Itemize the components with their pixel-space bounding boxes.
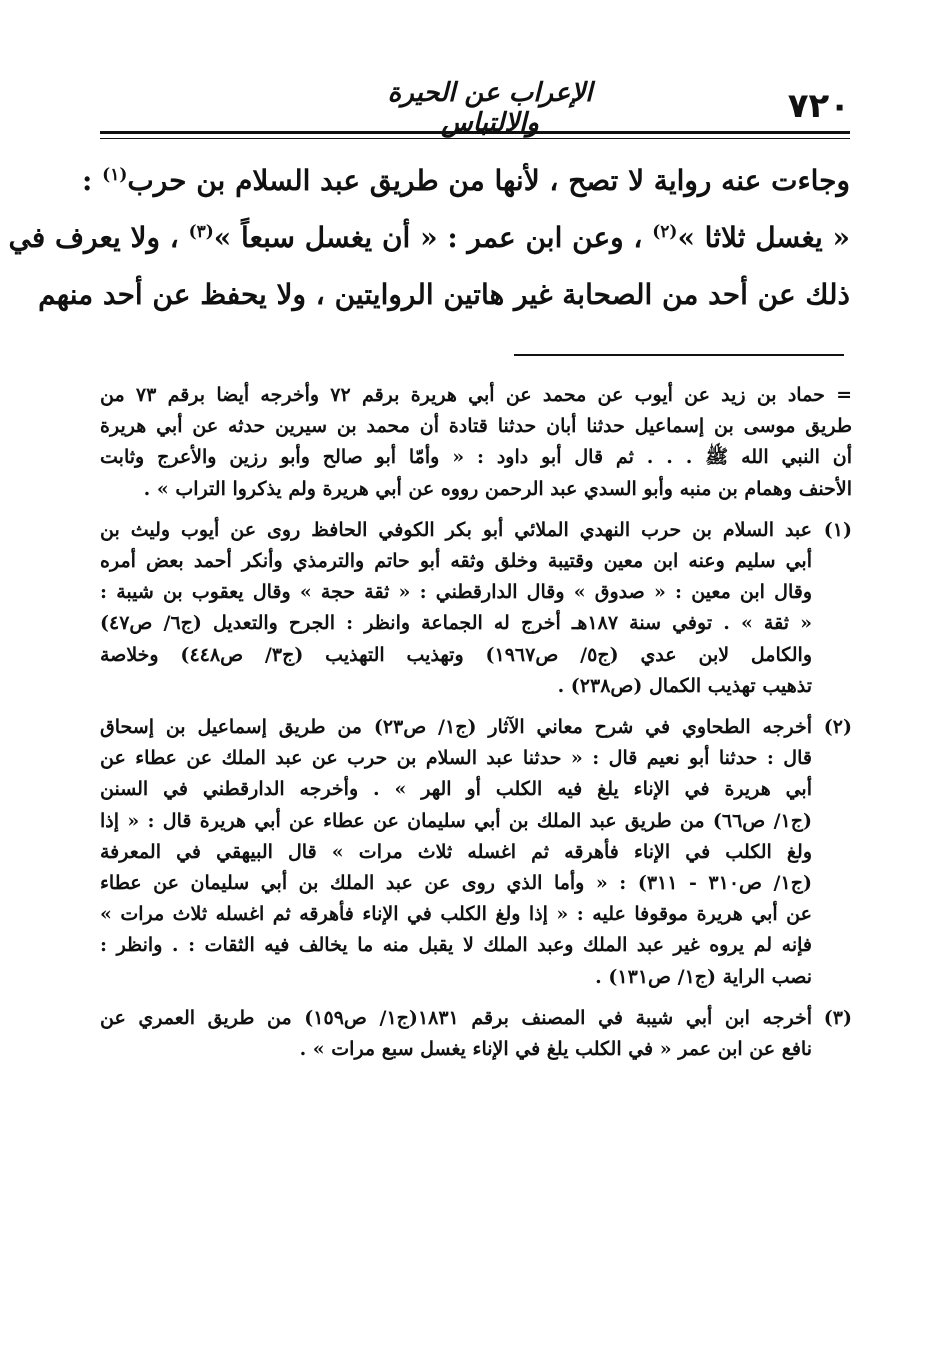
footnote-line: « ثقة » . توفي سنة ١٨٧هـ أخرج له الجماعة وانظر : الجرح والتعديل (ج٦/ ص٤٧) [100, 612, 812, 635]
header-rule [100, 131, 850, 134]
footnote-line: نافع عن ابن عمر « في الكلب يلغ في الإناء يغسل سبع مرات » . [299, 1038, 812, 1061]
body-line [82, 152, 850, 209]
footnote-line: وقال ابن معين : « صدوق » وقال الدارقطني : « ثقة حجة » وقال يعقوب بن شيبة : [100, 581, 812, 604]
footnote-line: تذهيب تهذيب الكمال (ص٢٣٨) . [557, 674, 812, 697]
footnote-line: قال : حدثنا أبو نعيم قال : « حدثنا عبد السلام بن حرب عن عبد الملك عن عطاء عن [100, 747, 812, 770]
footnote-number: (٢) [823, 716, 852, 739]
footnote-line: الأحنف وهمام بن منبه وأبو السدي عبد الرحمن رووه عن أبي هريرة ولم يذكروا التراب » . [143, 477, 852, 500]
footnote-line: (ج١/ ص٦٦) من طريق عبد الملك بن أبي سليمان عن عطاء عن أبي هريرة قال : « إذا [100, 809, 812, 832]
body-text-segment: ، وعن ابن عمر : « أن يغسل سبعاً » [213, 221, 643, 254]
body-text-segment: « يغسل ثلاثا » [677, 221, 850, 254]
footnote-line: نصب الراية (ج١/ ص١٣١) . [595, 965, 812, 988]
footnote-line: (ج١/ ص٣١٠ - ٣١١) : « وأما الذي روى عن عبد الملك بن أبي سليمان عن عطاء [100, 872, 812, 895]
footnote-line: = حماد بن زيد عن أيوب عن محمد عن أبي هريرة برقم ٧٢ وأخرجه أيضا برقم ٧٣ من [100, 384, 853, 406]
footnote-line: عن أبي هريرة موقوفا عليه : « إذا ولغ الكلب في الإناء فأهرقه ثم اغسله ثلاث مرات » [100, 903, 812, 926]
body-text-segment: : [82, 164, 103, 197]
footnote-line: أبي سليم وعنه ابن معين وقتيبة وخلق وثقه أبو حاتم والترمذي وأنكر أحمد بعض أمره [100, 550, 812, 573]
page-header [100, 78, 850, 138]
footnote-marker[interactable]: (٢) [652, 222, 678, 242]
body-text-segment: ، ولا يعرف في [8, 221, 179, 254]
footnote-3 [100, 1003, 852, 1065]
body-line [8, 209, 850, 266]
footnote-line: فإنه لم يروه غير عبد الملك وعبد الملك لا يقبل منه ما يخالف فيه الثقات : . وانظر : [100, 934, 812, 957]
body-line: ذلك عن أحد من الصحابة غير هاتين الروايتين ، ولا يحفظ عن أحد منهم [38, 278, 850, 311]
footnote-marker[interactable]: (١) [102, 165, 128, 185]
footnote-line: أبي هريرة في الإناء يلغ فيه الكلب أو الهر » . وأخرجه الدارقطني في السنن [100, 778, 812, 801]
main-body-text [8, 152, 850, 323]
footnote-marker[interactable]: (٣) [188, 222, 214, 242]
footnote-1 [100, 515, 852, 702]
footnote-line: أخرجه ابن أبي شيبة في المصنف برقم ١٨٣١(ج١/ ص١٥٩) من طريق العمري عن [100, 1006, 812, 1029]
footnote-2 [100, 712, 852, 993]
footnote-separator [514, 354, 844, 356]
footnote-line: ولغ الكلب في الإناء فأهرقه ثم اغسله ثلاث مرات » قال البيهقي في المعرفة [100, 840, 812, 863]
page-number: ٧٢٠ [787, 86, 850, 126]
footnote-continuation [100, 380, 852, 505]
header-rule-thin [100, 138, 850, 139]
body-text-segment: وجاءت عنه رواية لا تصح ، لأنها من طريق عبد السلام بن حرب [127, 164, 850, 197]
footnote-line: أخرجه الطحاوي في شرح معاني الآثار (ج١/ ص٢٣) من طريق إسماعيل بن إسحاق [100, 716, 812, 739]
footnote-line: والكامل لابن عدي (ج٥/ ص١٩٦٧) وتهذيب التهذيب (ج٣/ ص٤٤٨) وخلاصة [100, 643, 813, 666]
footnote-number: (١) [823, 518, 852, 541]
footnote-number: (٣) [823, 1006, 852, 1029]
footnote-line: عبد السلام بن حرب النهدي الملائي أبو بكر الكوفي الحافظ روى عن أيوب وليث بن [100, 518, 812, 541]
footnotes [100, 380, 852, 1075]
footnote-line: أن النبي الله ﷺ . . . ثم قال أبو داود : « وأمّا أبو صالح وأبو رزين والأعرج وثابت [100, 446, 852, 469]
running-title: الإعراب عن الحيرة والالتباس [387, 78, 593, 138]
footnote-line: طريق موسى بن إسماعيل حدثنا أبان حدثنا قتادة أن محمد بن سيرين حدثه عن أبي هريرة [100, 415, 852, 438]
